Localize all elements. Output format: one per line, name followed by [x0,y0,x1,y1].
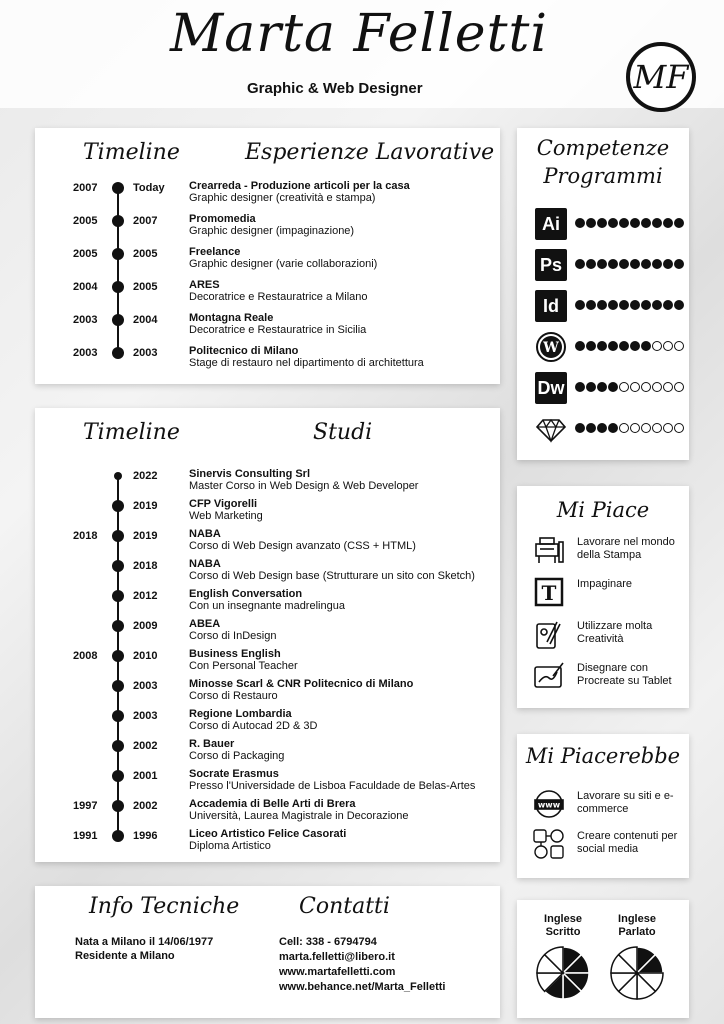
skill-level-dot [619,259,629,269]
skill-level-dot [674,300,684,310]
written-level-pie [537,947,589,999]
skill-level-dot [652,341,662,351]
studies-year-to: 2022 [133,470,158,482]
skill-level-dot [674,218,684,228]
svg-text:www: www [537,800,561,810]
skill-level-dot [663,300,673,310]
skills-section [517,128,689,460]
header [0,0,724,108]
skills-title-line1: Competenze [536,136,670,160]
studies-year-to: 2001 [133,770,158,782]
skill-level-dots [575,218,684,228]
studies-year-from: 1997 [73,800,98,812]
skill-row [535,290,685,322]
skill-level-dot [652,382,662,392]
studies-entry-title: R. Bauer [189,738,235,750]
studies-entry-description: Corso di Web Design avanzato (CSS + HTML) [189,540,416,552]
likes-item [533,618,693,650]
tablet-drawing-icon [533,660,565,692]
work-year-from: 2007 [73,182,98,194]
info-title: Info Tecniche [89,894,240,919]
skill-level-dot [619,382,629,392]
studies-year-from: 1991 [73,830,98,842]
studies-entry-title: Sinervis Consulting Srl [189,468,311,480]
studies-entry-description: Web Marketing [189,510,263,522]
wishes-item [533,828,693,860]
skill-level-dot [586,341,596,351]
work-entry-description: Stage di restauro nel dipartimento di architettura [189,357,424,369]
work-section-title: Esperienze Lavorative [245,140,495,165]
skill-level-dot [619,341,629,351]
work-entry-title: Freelance [189,246,241,258]
skill-level-dot [586,423,596,433]
skill-level-dot [674,423,684,433]
skill-level-dot [597,423,607,433]
studies-year-from: 2008 [73,650,98,662]
birth-info: Nata a Milano il 14/06/1977 [75,936,214,948]
studies-year-from: 2018 [73,530,98,542]
studies-entry-description: Master Corso in Web Design & Web Developer [189,480,419,492]
skill-icon-label: Dw [537,377,565,398]
skill-level-dots [575,423,684,433]
work-year-from: 2003 [73,314,98,326]
skill-level-dot [674,341,684,351]
work-timeline-line [117,185,119,358]
work-year-to: 2004 [133,314,158,326]
spoken-label-line2: Parlato [618,926,656,938]
studies-entry-title: English Conversation [189,588,303,600]
wishes-title: Mi Piacerebbe [525,744,681,768]
work-entry-title: Crearreda - Produzione articoli per la casa [189,180,410,192]
studies-entry-description: Corso di Web Design base (Strutturare un sito con Sketch) [189,570,475,582]
work-entry-description: Graphic designer (impaginazione) [189,225,355,237]
work-year-from: 2003 [73,347,98,359]
studies-entry-title: Regione Lombardia [189,708,292,720]
likes-item-text: Utilizzare molta Creatività [577,620,653,645]
written-label-line1: Inglese [544,913,582,925]
skill-level-dot [608,423,618,433]
likes-item [533,576,693,608]
work-year-to: 2007 [133,215,158,227]
skill-level-dot [597,259,607,269]
studies-timeline-dot [112,620,124,632]
likes-item [533,660,693,692]
studies-year-to: 1996 [133,830,158,842]
skill-level-dot [630,218,640,228]
skill-icon-label: Ai [542,213,560,234]
languages-section [517,900,689,1018]
studies-entry-title: Minosse Scarl & CNR Politecnico di Milano [189,678,414,690]
skill-row [535,249,685,281]
skill-level-dot [630,423,640,433]
creativity-icon [533,618,565,650]
skill-level-dot [630,341,640,351]
skill-level-dots [575,382,684,392]
work-year-from: 2005 [73,248,98,260]
wishes-item-text: Lavorare su siti e e-commerce [577,790,674,815]
skill-level-dot [597,218,607,228]
studies-timeline-dot [112,530,124,542]
studies-entry-title: Socrate Erasmus [189,768,279,780]
work-experience-section [35,128,500,384]
work-year-to: 2005 [133,248,158,260]
skill-level-dot [597,341,607,351]
skill-row [535,331,685,363]
studies-entry-title: ABEA [189,618,221,630]
work-entry-title: Montagna Reale [189,312,274,324]
studies-timeline-dot [112,800,124,812]
studies-timeline-dot [112,590,124,602]
candidate-name: Marta Felletti [170,4,548,64]
skill-level-dot [641,300,651,310]
language-level-charts [517,900,689,1018]
work-year-from: 2004 [73,281,98,293]
skill-level-dot [630,382,640,392]
printer-icon [533,534,565,566]
studies-year-to: 2018 [133,560,158,572]
dreamweaver-icon [535,372,567,404]
work-entry-title: Politecnico di Milano [189,345,299,357]
studies-entry-description: Corso di Packaging [189,750,285,762]
skill-level-dot [575,218,585,228]
skill-level-dots [575,259,684,269]
skill-icon-label: Id [543,295,559,316]
skill-row [535,413,685,445]
work-year-from: 2005 [73,215,98,227]
work-year-to: 2005 [133,281,158,293]
skill-level-dot [674,382,684,392]
skill-level-dot [608,259,618,269]
work-timeline-dot [112,347,124,359]
svg-text:W: W [543,340,559,356]
work-timeline-dot [112,182,124,194]
skill-level-dot [663,259,673,269]
skills-title-line2: Programmi [543,164,663,188]
studies-year-to: 2002 [133,740,158,752]
www-icon [533,788,565,820]
studies-timeline-heading: Timeline [83,420,180,445]
studies-entry-description: Corso di Restauro [189,690,278,702]
text-layout-icon [533,576,565,608]
studies-year-to: 2009 [133,620,158,632]
skill-level-dot [586,382,596,392]
skill-level-dot [608,300,618,310]
skill-level-dot [652,300,662,310]
skill-level-dot [586,259,596,269]
likes-item-text: Lavorare nel mondo della Stampa [577,536,675,561]
written-label-line2: Scritto [545,926,581,938]
skill-level-dot [674,259,684,269]
work-timeline-dot [112,281,124,293]
work-timeline-heading: Timeline [83,140,180,165]
skill-level-dot [663,423,673,433]
skill-level-dot [619,218,629,228]
skill-level-dot [575,341,585,351]
skill-level-dot [575,382,585,392]
job-title: Graphic & Web Designer [247,80,423,97]
illustrator-icon [535,208,567,240]
likes-item-text: Impaginare [577,578,633,590]
studies-year-to: 2012 [133,590,158,602]
skill-level-dot [586,300,596,310]
skill-level-dot [619,423,629,433]
phone-number: Cell: 338 - 6794794 [279,936,377,948]
work-year-to: 2003 [133,347,158,359]
skill-level-dot [641,423,651,433]
behance-link[interactable]: www.behance.net/Marta_Felletti [279,981,446,993]
studies-entry-title: Liceo Artistico Felice Casorati [189,828,347,840]
studies-entry-title: NABA [189,528,221,540]
studies-timeline-dot [112,500,124,512]
skill-level-dot [652,218,662,228]
skill-level-dot [597,300,607,310]
website-link[interactable]: www.martafelletti.com [279,966,396,978]
work-entry-description: Decoratrice e Restauratrice a Milano [189,291,368,303]
studies-timeline-dot [112,680,124,692]
skill-level-dot [641,259,651,269]
studies-year-to: 2019 [133,500,158,512]
info-contacts-section [35,886,500,1018]
sketch-icon [535,413,567,445]
likes-title: Mi Piace [556,498,650,522]
skill-level-dot [608,341,618,351]
skill-level-dot [663,382,673,392]
work-entry-title: Promomedia [189,213,256,225]
skill-level-dot [630,300,640,310]
studies-entry-description: Con Personal Teacher [189,660,298,672]
studies-entry-title: Accademia di Belle Arti di Brera [189,798,356,810]
studies-year-to: 2010 [133,650,158,662]
skill-level-dot [630,259,640,269]
studies-entry-description: Presso l'Universidade de Lisboa Faculdade de Belas-Artes [189,780,476,792]
studies-year-to: 2002 [133,800,158,812]
skill-level-dot [641,341,651,351]
likes-section [517,486,689,708]
skill-level-dot [575,259,585,269]
studies-entry-description: Corso di Autocad 2D & 3D [189,720,318,732]
skill-level-dots [575,341,684,351]
studies-timeline-dot [112,770,124,782]
studies-entry-description: Corso di InDesign [189,630,277,642]
skill-level-dot [597,382,607,392]
studies-section [35,408,500,862]
skill-row [535,208,685,240]
skill-level-dot [641,218,651,228]
studies-timeline-dot [112,560,124,572]
work-entry-description: Graphic designer (creatività e stampa) [189,192,376,204]
photoshop-icon [535,249,567,281]
skill-level-dot [641,382,651,392]
studies-timeline-dot [114,472,122,480]
skill-level-dot [575,300,585,310]
studies-section-title: Studi [313,420,373,445]
monogram-logo: MF [626,42,696,112]
studies-entry-title: NABA [189,558,221,570]
skill-level-dot [608,218,618,228]
skill-level-dots [575,300,684,310]
wishes-section [517,734,689,878]
studies-timeline-dot [112,830,124,842]
wordpress-icon [535,331,567,363]
wishes-item-text: Creare contenuti per social media [577,830,678,855]
studies-entry-title: CFP Vigorelli [189,498,258,510]
work-year-to: Today [133,182,165,194]
studies-timeline-dot [112,650,124,662]
work-entry-title: ARES [189,279,220,291]
skill-level-dot [586,218,596,228]
skill-level-dot [575,423,585,433]
indesign-icon [535,290,567,322]
skill-level-dot [663,218,673,228]
skill-level-dot [619,300,629,310]
studies-entry-description: Diploma Artistico [189,840,271,852]
residence-info: Residente a Milano [75,950,175,962]
wishes-item [533,788,693,820]
studies-timeline-dot [112,710,124,722]
social-media-icon [533,828,565,860]
skill-row [535,372,685,404]
studies-year-to: 2003 [133,710,158,722]
contacts-title: Contatti [299,894,390,919]
email-link[interactable]: marta.felletti@libero.it [279,951,395,963]
work-timeline-dot [112,248,124,260]
studies-timeline-dot [112,740,124,752]
studies-year-to: 2019 [133,530,158,542]
studies-entry-description: Con un insegnante madrelingua [189,600,345,612]
studies-entry-title: Business English [189,648,281,660]
skill-level-dot [608,382,618,392]
work-timeline-dot [112,215,124,227]
skill-icon-label: Ps [539,254,563,275]
work-entry-description: Graphic designer (varie collaborazioni) [189,258,378,270]
studies-entry-description: Università, Laurea Magistrale in Decorazione [189,810,409,822]
spoken-label-line1: Inglese [618,913,656,925]
skill-level-dot [652,423,662,433]
skill-level-dot [652,259,662,269]
work-entry-description: Decoratrice e Restauratrice in Sicilia [189,324,367,336]
likes-item [533,534,693,566]
svg-text:T: T [541,581,557,605]
spoken-level-pie [611,947,663,999]
skill-level-dot [663,341,673,351]
likes-item-text: Disegnare con Procreate su Tablet [577,662,672,687]
work-timeline-dot [112,314,124,326]
studies-year-to: 2003 [133,680,158,692]
